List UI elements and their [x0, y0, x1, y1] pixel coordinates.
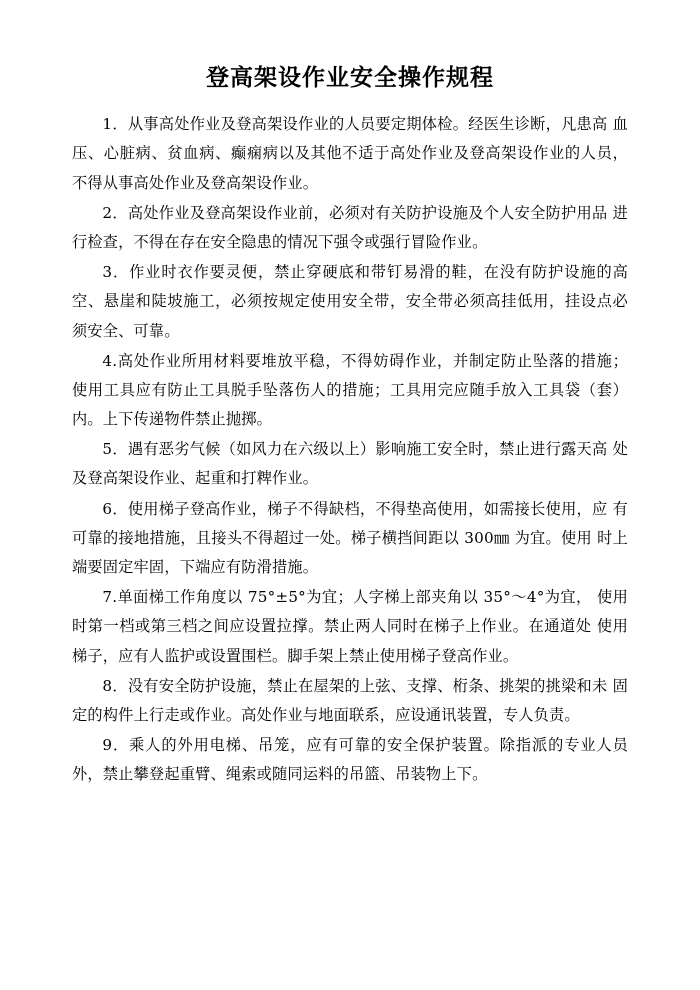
- paragraph-7: 7.单面梯工作角度以 75°±5°为宜；人字梯上部夹角以 35°～4°为宜， 使用时第一档或第三档之间应设置拉撑。禁止两人同时在梯子上作业。在通道处 使用梯子，应有人监护或设置围栏。脚手架上禁止使用梯子登高作业。: [72, 588, 628, 665]
- paragraph-2: 2．高处作业及登高架设作业前，必须对有关防护设施及个人安全防护用品 进行检查，不得在存在安全隐患的情况下强令或强行冒险作业。: [72, 203, 628, 251]
- page-title: 登高架设作业安全操作规程: [206, 64, 494, 91]
- paragraph-5: 5．遇有恶劣气候（如风力在六级以上）影响施工安全时，禁止进行露天高 处及登高架设作业、起重和打粺作业。: [72, 440, 628, 488]
- paragraph-9: 9．乘人的外用电梯、吊笼，应有可靠的安全保护装置。除指派的专业人员 外，禁止攀登起重臂、绳索或随同运料的吊篮、吊装物上下。: [72, 736, 628, 784]
- paragraph-8: 8．没有安全防护设施，禁止在屋架的上弦、支撑、桁条、挑架的挑梁和未 固定的构件上行走或作业。高处作业与地面联系，应设通讯装置，专人负责。: [72, 676, 628, 724]
- paragraph-1: 1．从事高处作业及登高架设作业的人员要定期体检。经医生诊断，凡患高 血压、心脏病、贫血病、癫痫病以及其他不适于高处作业及登高架设作业的人员， 不得从事高处作业及登高架设作业。: [72, 115, 628, 192]
- paragraph-3: 3．作业时衣作要灵便，禁止穿硬底和带钉易滑的鞋，在没有防护设施的高 空、悬崖和陡坡施工，必须按规定使用安全带，安全带必须高挂低用，挂设点必 须安全、可靠。: [72, 263, 628, 340]
- paragraph-4: 4.高处作业所用材料要堆放平稳，不得妨碍作业，并制定防止坠落的措施； 使用工具应有防止工具脱手坠落伤人的措施；工具用完应随手放入工具袋（套） 内。上下传递物件禁止抛掷。: [72, 351, 628, 429]
- paragraph-6: 6．使用梯子登高作业，梯子不得缺档，不得垫高使用，如需接长使用，应 有可靠的接地措施，且接头不得超过一处。梯子横挡间距以 300㎜ 为宜。使用 时上端要固定牢固，下端应有防滑措施。: [72, 499, 628, 576]
